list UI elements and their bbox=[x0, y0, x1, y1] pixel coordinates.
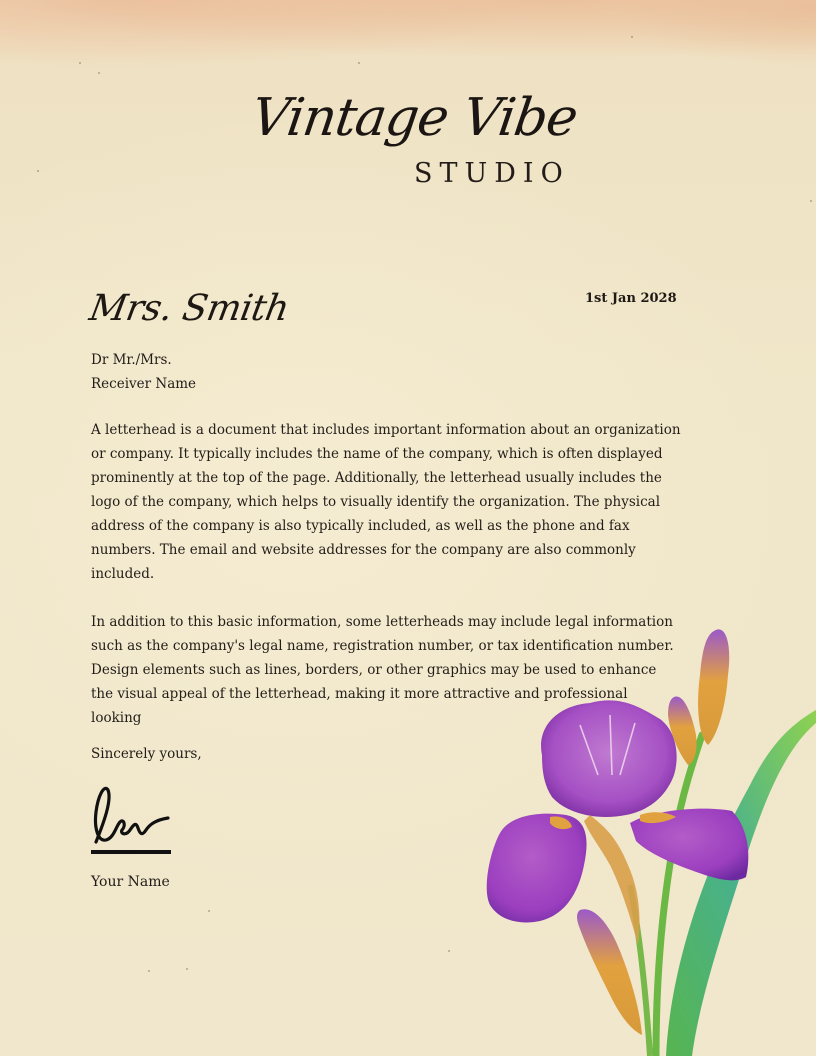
paper-speck bbox=[448, 950, 450, 952]
recipient-line-1: Dr Mr./Mrs. bbox=[91, 352, 172, 368]
recipient-line-2: Receiver Name bbox=[91, 376, 197, 392]
paper-speck bbox=[631, 36, 633, 38]
paper-speck bbox=[148, 970, 150, 972]
brand-subtitle: STUDIO bbox=[414, 158, 570, 189]
body-paragraph-1: A letterhead is a document that includes important information about an organization or company. It typically includes the name of the company, which is often displayed prominently at the top of the page. Additionally, the letterhead usually includes the logo of the company, which helps to visually identify the organization. The physical address of the company is also typically included, as well as the phone and fax numbers. The email and website addresses for the company are also commonly included. bbox=[91, 422, 681, 582]
recipient-block bbox=[91, 348, 196, 396]
paper-speck bbox=[98, 72, 100, 74]
salutation-name: Mrs. Smith bbox=[86, 288, 293, 329]
paper-speck bbox=[79, 62, 81, 64]
signer-name: Your Name bbox=[91, 874, 170, 890]
paper-speck bbox=[358, 62, 360, 64]
paper-speck bbox=[810, 200, 812, 202]
brand-logo bbox=[0, 88, 816, 198]
signature-icon bbox=[90, 782, 174, 858]
brand-script-title: Vintage Vibe bbox=[247, 88, 581, 148]
letter-date: 1st Jan 2028 bbox=[585, 291, 677, 306]
body-paragraph-2: In addition to this basic information, some letterheads may include legal information such as the company's legal name, registration number, or tax identification number. Design elements such as lines, borders, or other graphics may be used to enhance the visual appeal of the letterhead, making it more attractive and professional looking bbox=[91, 614, 674, 726]
iris-flower-icon bbox=[470, 615, 816, 1056]
closing-line: Sincerely yours, bbox=[91, 746, 202, 762]
paper-speck bbox=[208, 910, 210, 912]
paper-speck bbox=[186, 968, 188, 970]
